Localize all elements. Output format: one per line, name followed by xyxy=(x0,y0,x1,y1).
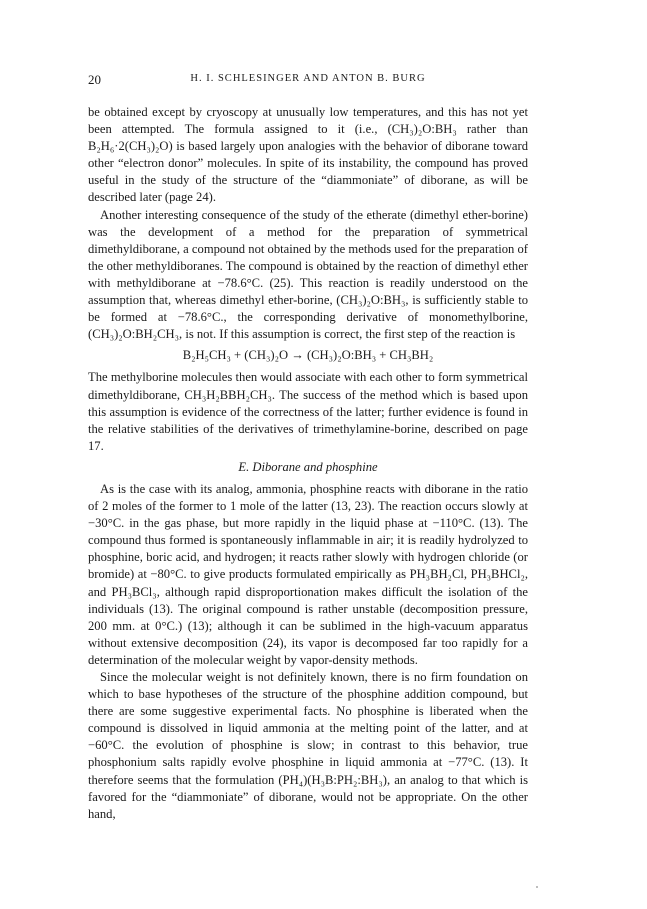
reaction-equation: B₂H₅CH₃ + (CH₃)₂O → (CH₃)₂O:BH₃ + CH₃BH₂ xyxy=(182,348,434,363)
scan-speck xyxy=(536,886,538,888)
page-header xyxy=(88,72,528,92)
paragraph-3: The methylborine molecules then would associate with each other to form symmetrical dimethyldiborane, CH₃H₂BBH₂CH₃. The success of the method which is based upon this assumption is evidence of the correctness of the latter; further evidence is found in the relative stabilities of the derivatives of trimethylamine-borine, described on page 17. xyxy=(88,370,528,453)
body-text xyxy=(88,104,528,823)
paragraph-2: Another interesting consequence of the study of the etherate (dimethyl ether-borine) was the development of a method for the preparation of symmetrical dimethyldiborane, a compound not obtained by the methods used for the preparation of the other methyldiboranes. The compound is obtained by the reaction of dimethyl ether with methyldiborane at −78.6°C. (25). This reaction is readily understood on the assumption that, whereas dimethyl ether-borine, (CH₃)₂O:BH₃, is sufficiently stable to be formed at −78.6°C., the corresponding derivative of monomethylborine, (CH₃)₂O:BH₂CH₃, is not. If this assumption is correct, the first step of the reaction is xyxy=(88,207,528,342)
paragraph-5: Since the molecular weight is not definitely known, there is no firm foundation on which to base hypotheses of the structure of the phosphine addition compound, but there are some suggestive experimental facts. No phosphine is liberated when the compound is dissolved in liquid ammonia at the melting point of the latter, and at −60°C. the evolution of phosphine is slow; in contrast to this behavior, true phosphonium salts rapidly evolve phosphine in liquid ammonia at −77°C. (13). It therefore seems that the formulation (PH₄)(H₃B:PH₂:BH₃), an analog to that which is favored for the “diammoniate” of diborane, would not be appropriate. On the other hand, xyxy=(88,670,528,821)
section-heading: E. Diborane and phosphine xyxy=(238,459,378,474)
paragraph-4: As is the case with its analog, ammonia, phosphine reacts with diborane in the ratio of 2 moles of the former to 1 mole of the latter (13, 23). The reaction occurs slowly at −30°C. in the gas phase, but more rapidly in the liquid phase at −110°C. (13). The compound thus formed is spontaneously inflammable in air; it is readily hydrolyzed to phosphine, boric acid, and hydrogen; it reacts rather slowly with hydrogen chloride (or bromide) at −80°C. to give products formulated empirically as PH₃BH₂Cl, PH₃BHCl₂, and PH₃BCl₃, although rapid disproportionation makes difficult the isolation of the individuals (13). The original compound is rather unstable (decomposition pressure, 200 mm. at 0°C.) (13); although it can be sublimed in the high-vacuum apparatus without extensive decomposition (24), its vapor is decomposed far too rapidly for a determination of the molecular weight by vapor-density methods. xyxy=(88,481,528,667)
running-head: H. I. SCHLESINGER AND ANTON B. BURG xyxy=(190,73,426,84)
page-number: 20 xyxy=(88,72,101,87)
paragraph-1: be obtained except by cryoscopy at unusually low temperatures, and this has not yet been attempted. The formula assigned to it (i.e., (CH₃)₂O:BH₃ rather than B₂H₆·2(CH₃)₂O) is based largely upon analogies with the behavior of diborane toward other “electron donor” molecules. In spite of its instability, the compound has proved useful in the study of the structure of the “diammoniate” of diborane, as will be described later (page 24). xyxy=(88,105,528,205)
